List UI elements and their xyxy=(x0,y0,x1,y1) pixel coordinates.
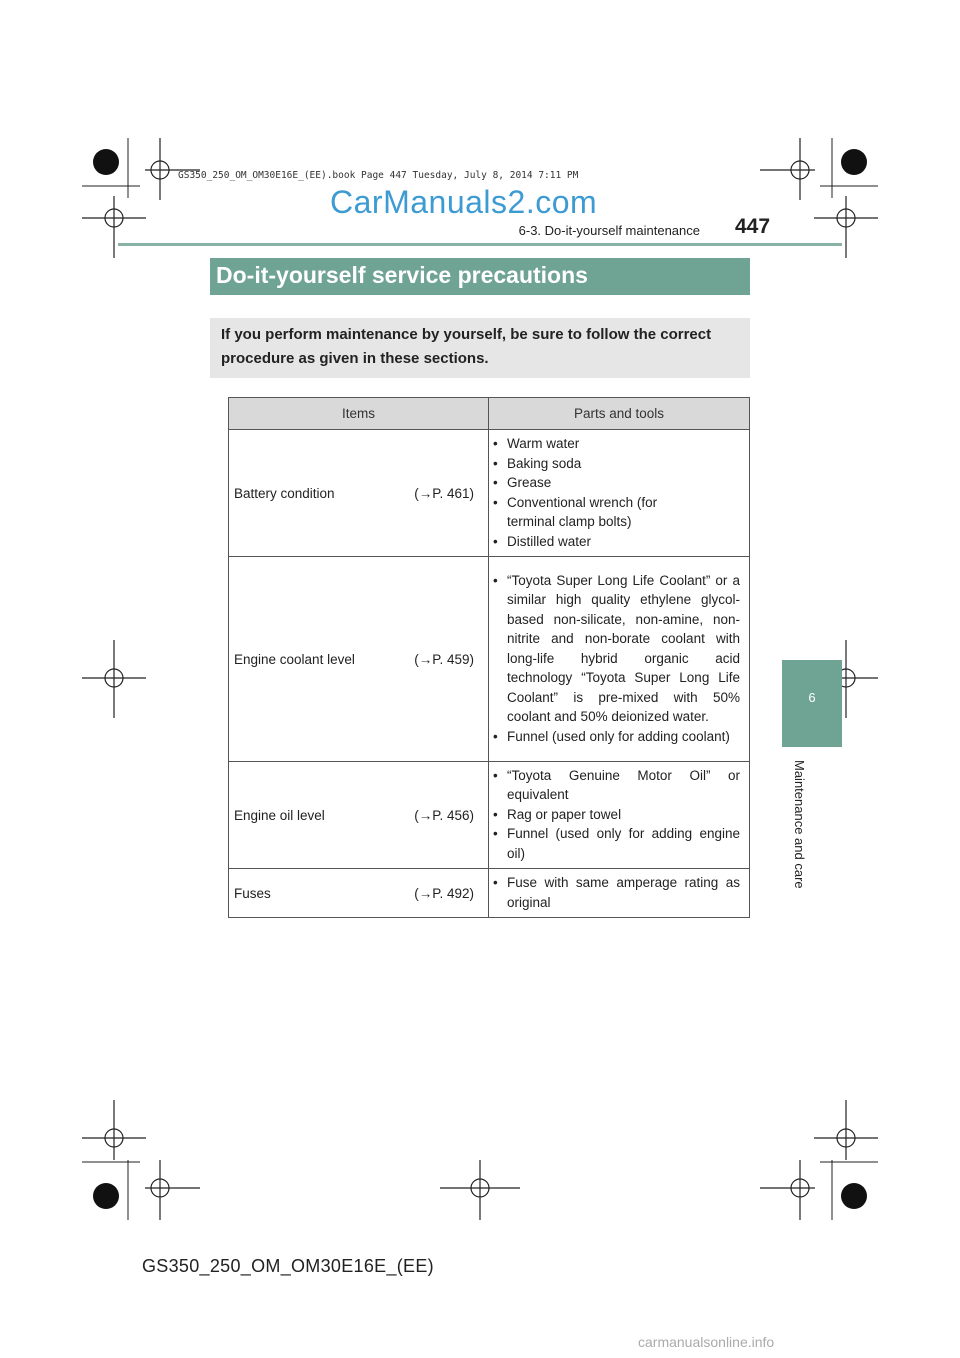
page-ref[interactable]: (→P. 456) xyxy=(414,807,474,823)
parts-table xyxy=(228,397,750,918)
item-cell xyxy=(229,557,489,762)
tool-item: • Warm water xyxy=(507,434,740,454)
table-header-row xyxy=(229,398,750,430)
header-parts-tools: Parts and tools xyxy=(489,398,750,430)
tool-item: • Fuse with same amperage rating as original xyxy=(507,873,740,912)
tool-item: • Grease xyxy=(507,473,740,493)
item-name: Engine coolant level xyxy=(234,651,355,667)
footer-model-code: GS350_250_OM_OM30E16E_(EE) xyxy=(142,1256,434,1276)
tools-cell xyxy=(489,869,750,918)
tool-item: • Funnel (used only for adding coolant) xyxy=(507,727,740,747)
item-name: Engine oil level xyxy=(234,807,325,823)
tool-item: • Distilled water xyxy=(507,532,740,552)
page-ref[interactable]: (→P. 459) xyxy=(414,651,474,667)
page-ref[interactable]: (→P. 461) xyxy=(414,485,474,501)
item-name: Fuses xyxy=(234,885,271,901)
tool-item: • “Toyota Genuine Motor Oil” or equivalent xyxy=(507,766,740,805)
page-ref[interactable]: (→P. 492) xyxy=(414,885,474,901)
page-number: 447 xyxy=(735,215,771,238)
tool-item: • Conventional wrench (for terminal clamp bolts) xyxy=(507,493,677,532)
table-row xyxy=(229,762,750,869)
book-info-line: GS350_250_OM_OM30E16E_(EE).book Page 447 Tuesday, July 8, 2014 7:11 PM xyxy=(178,170,579,181)
table-row xyxy=(229,557,750,762)
tools-cell xyxy=(489,430,750,557)
intro-text: If you perform maintenance by yourself, be sure to follow the correct procedure as given in these sections. xyxy=(221,326,712,367)
tools-cell xyxy=(489,557,750,762)
tools-cell xyxy=(489,762,750,869)
table-row xyxy=(229,430,750,557)
chapter-tab xyxy=(782,660,842,747)
chapter-label: Maintenance and care xyxy=(792,760,807,889)
intro-box xyxy=(210,318,750,378)
tool-item: • Funnel (used only for adding engine oil) xyxy=(507,824,740,863)
header-rule xyxy=(118,243,842,246)
watermark-bottom: carmanualsonline.info xyxy=(638,1334,775,1350)
item-cell xyxy=(229,762,489,869)
chapter-number: 6 xyxy=(808,690,816,705)
table-row xyxy=(229,869,750,918)
item-cell xyxy=(229,430,489,557)
watermark-top: CarManuals2.com xyxy=(330,184,598,220)
tool-item: • Baking soda xyxy=(507,454,740,474)
page-title: Do-it-yourself service precautions xyxy=(216,262,588,288)
item-name: Battery condition xyxy=(234,485,335,501)
section-heading: 6-3. Do-it-yourself maintenance xyxy=(518,223,700,238)
tool-item: • Rag or paper towel xyxy=(507,805,740,825)
header-items: Items xyxy=(229,398,489,430)
item-cell xyxy=(229,869,489,918)
tool-item: • “Toyota Super Long Life Coolant” or a similar high quality ethylene glycol-based non-silicate, non-amine, non-nitrite and non-borate coolant with long-life hybrid organic acid technology “Toyota Super Long Life Coolant” is pre-mixed with 50% coolant and 50% deionized water. xyxy=(507,571,740,727)
